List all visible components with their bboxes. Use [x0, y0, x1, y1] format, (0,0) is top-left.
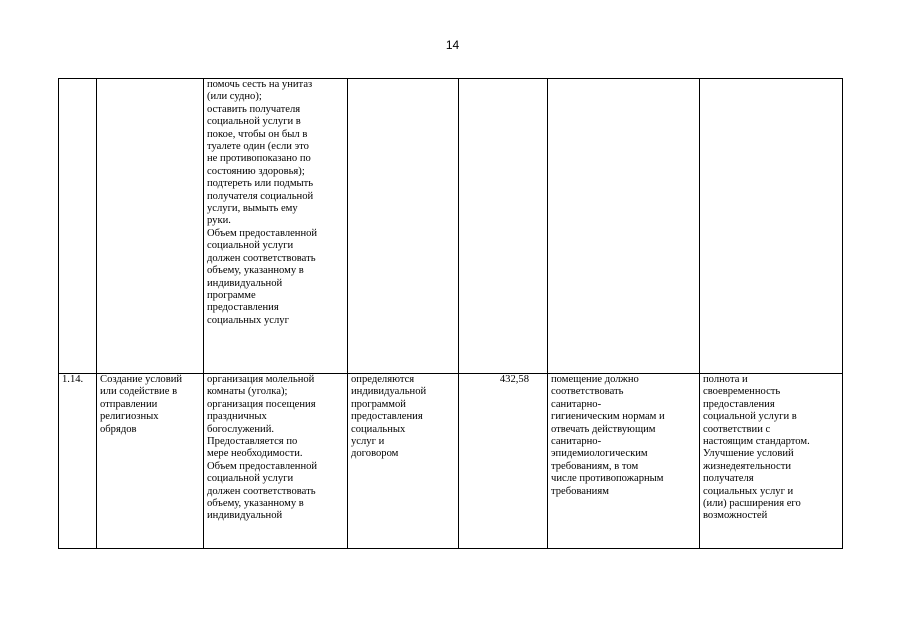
text-line: объему, указанному в [207, 498, 304, 510]
text-line: программой [351, 398, 406, 410]
cell-description [204, 374, 348, 549]
text-line: жизнедеятельности [703, 460, 792, 472]
text-line: социальной услуги в [207, 116, 301, 128]
table-row-1-14 [59, 374, 843, 549]
cell-description [204, 79, 348, 374]
text-line: или содействие в [100, 386, 178, 398]
text-line: Предоставляется по [207, 436, 298, 448]
text-line: настоящим стандартом. [703, 436, 810, 448]
text-line: Создание условий [100, 374, 183, 385]
text-line: покое, чтобы он был в [207, 128, 308, 140]
text-line: мере необходимости. [207, 448, 303, 460]
text-line: Объем предоставленной [207, 460, 318, 472]
text-line: праздничных [207, 411, 267, 423]
text-line: гигиеническим нормам и [551, 411, 665, 423]
cell-service-name [97, 374, 204, 549]
text-line: социальных услуг [207, 314, 289, 326]
text-line: получателя [703, 473, 754, 485]
cell-conditions [548, 374, 700, 549]
text-line: требованиям, в том [551, 460, 639, 472]
text-line: предоставления [703, 398, 775, 410]
cell-quality [700, 374, 843, 549]
text-line: туалете один (если это [207, 141, 309, 153]
text-line: отправлении [100, 398, 158, 410]
text-line: соответствии с [703, 423, 771, 435]
text-line: организация посещения [207, 398, 316, 410]
text-line: Объем предоставленной [207, 227, 318, 239]
text-line: санитарно- [551, 398, 602, 410]
cell-number: 1.14. [59, 374, 97, 549]
text-line: требованиям [551, 485, 609, 497]
cell-tariff [459, 79, 548, 374]
cell-number [59, 79, 97, 374]
text-line: подтереть или подмыть [207, 178, 314, 190]
text-line: помещение должно [551, 374, 639, 385]
text-line: возможностей [703, 510, 768, 522]
services-table [58, 78, 843, 549]
text-line: (или судно); [207, 91, 262, 103]
text-line: организация молельной [207, 374, 315, 385]
text-line: социальной услуги [207, 473, 294, 485]
text-line: религиозных [100, 411, 159, 423]
text-line: богослужений. [207, 423, 275, 435]
text-line: числе противопожарным [551, 473, 664, 485]
text-line: индивидуальной [207, 510, 283, 522]
text-line: обрядов [100, 423, 137, 435]
text-line: программе [207, 289, 256, 301]
text-line: руки. [207, 215, 231, 227]
text-line: санитарно- [551, 436, 602, 448]
text-line: своевременность [703, 386, 781, 398]
text-line: полнота и [703, 374, 748, 385]
text-line: отвечать действующим [551, 423, 656, 435]
text-line: должен соответствовать [207, 485, 316, 497]
text-line: социальных [351, 423, 406, 435]
text-line: социальной услуги [207, 240, 294, 252]
text-line: услуги, вымыть ему [207, 203, 298, 215]
cell-service-name [97, 79, 204, 374]
text-line: услуг и [351, 436, 385, 448]
text-line: состоянию здоровья); [207, 165, 305, 177]
text-line: оставить получателя [207, 103, 301, 115]
cell-term [348, 374, 459, 549]
cell-term [348, 79, 459, 374]
table-row-continuation [59, 79, 843, 374]
text-line: социальной услуги в [703, 411, 797, 423]
cell-conditions [548, 79, 700, 374]
page-number: 14 [445, 38, 460, 52]
text-line: индивидуальной [351, 386, 427, 398]
text-line: должен соответствовать [207, 252, 316, 264]
text-line: предоставления [207, 302, 279, 314]
text-line: соответствовать [551, 386, 624, 398]
text-line: объему, указанному в [207, 265, 304, 277]
cell-tariff: 432,58 [459, 374, 548, 549]
text-line: договором [351, 448, 399, 460]
text-line: (или) расширения его [703, 498, 801, 510]
text-line: комнаты (уголка); [207, 386, 288, 398]
text-line: Улучшение условий [703, 448, 794, 460]
text-line: индивидуальной [207, 277, 283, 289]
text-line: социальных услуг и [703, 485, 794, 497]
text-line: получателя социальной [207, 190, 314, 202]
text-line: не противопоказано по [207, 153, 311, 165]
text-line: предоставления [351, 411, 423, 423]
text-line: определяются [351, 374, 415, 385]
text-line: помочь сесть на унитаз [207, 79, 313, 90]
cell-quality [700, 79, 843, 374]
text-line: эпидемиологическим [551, 448, 648, 460]
